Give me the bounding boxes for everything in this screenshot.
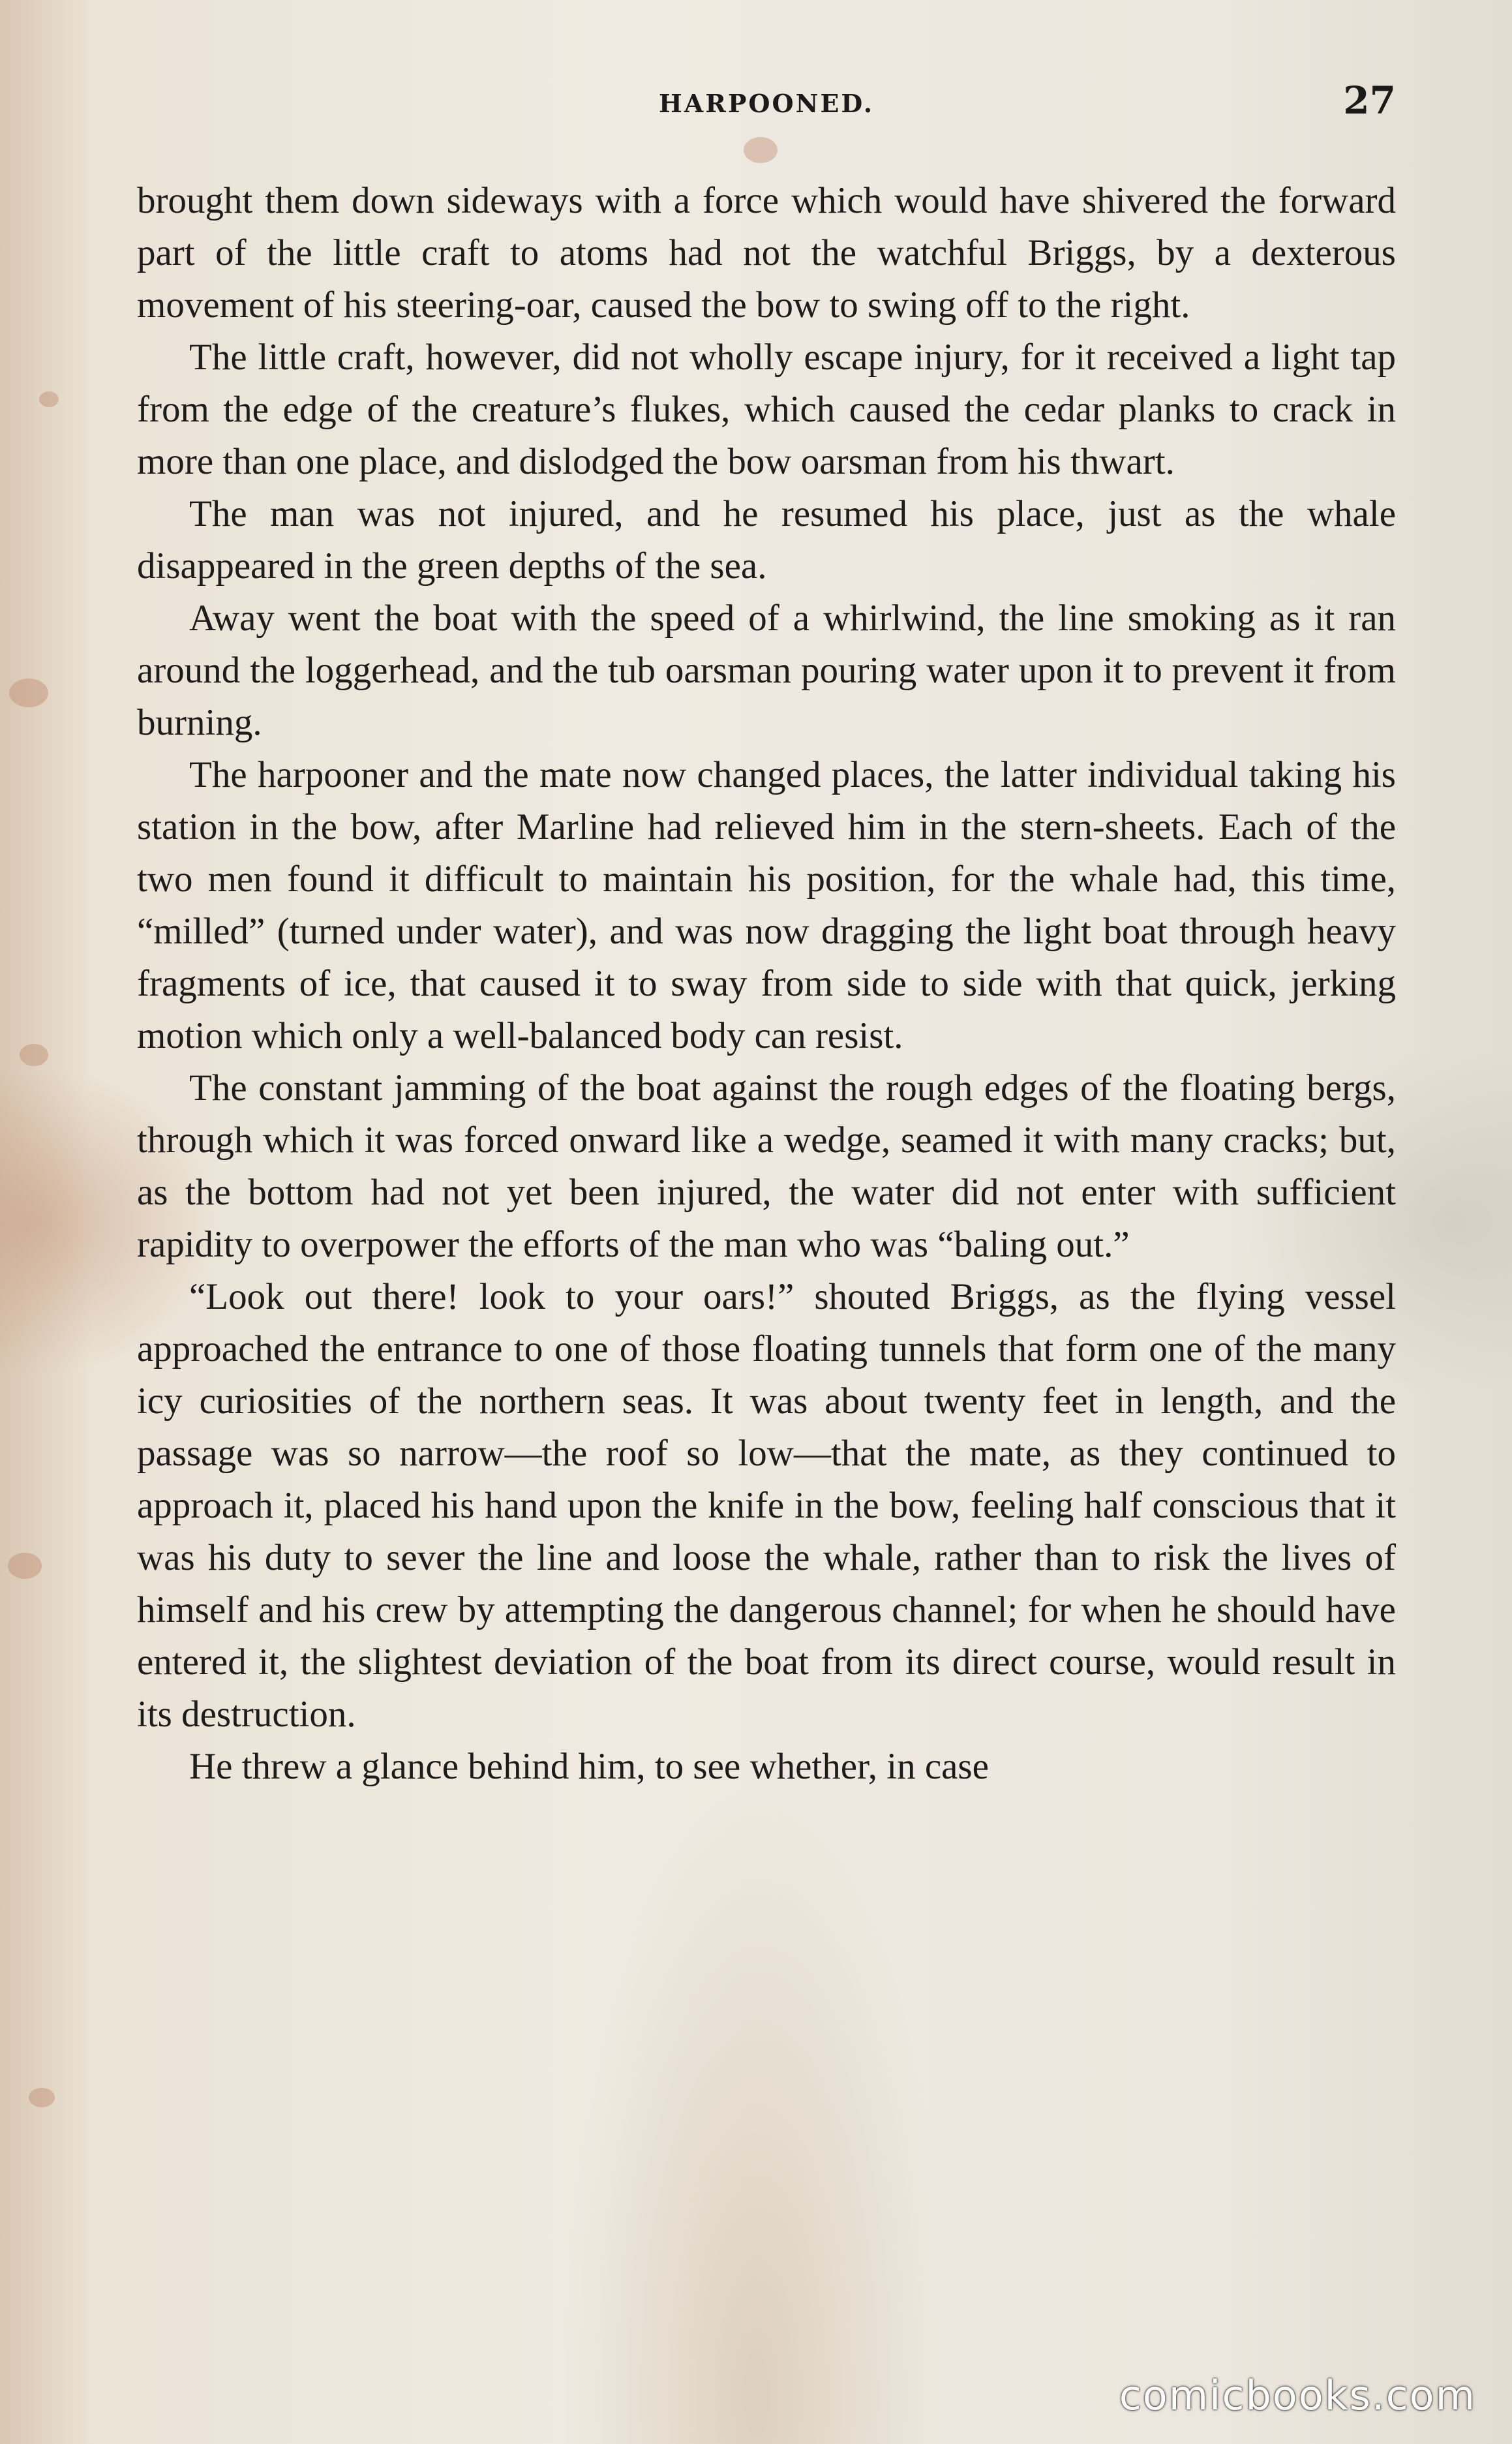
foxing-spot xyxy=(39,391,59,407)
body-text xyxy=(137,175,1396,1793)
paragraph: Away went the boat with the speed of a whirlwind, the line smoking as it ran around the loggerhead, and the tub oarsman pouring water upon it to prevent it from burning. xyxy=(137,598,1396,743)
foxing-spot xyxy=(8,1553,42,1579)
paragraph: brought them down sideways with a force which would have shivered the forward part of the little craft to atoms had not the watchful Briggs, by a dexterous movement of his steering-oar, caused the bow to swing off to the right. xyxy=(137,180,1396,326)
paragraph: The harpooner and the mate now changed places, the latter individual taking his station in the bow, after Marline had relieved him in the stern-sheets. Each of the two men found it difficult to maintain his position, for the whale had, this time, “milled” (turned under water), and was now dragging the light boat through heavy fragments of ice, that caused it to sway from side to side with that quick, jerking motion which only a well-balanced body can resist. xyxy=(137,754,1396,1056)
paragraph: The man was not injured, and he resumed his place, just as the whale disappeared in the green depths of the sea. xyxy=(137,493,1396,587)
foxing-spot xyxy=(20,1044,48,1066)
watermark: comicbooks.com xyxy=(1119,2372,1476,2419)
paragraph: The constant jamming of the boat against the rough edges of the floating bergs, through which it was forced onward like a wedge, seamed it with many cracks; but, as the bottom had not yet been injured, the water did not enter with sufficient rapidity to overpower the efforts of the man who was “baling out.” xyxy=(137,1067,1396,1265)
paragraph: He threw a glance behind him, to see whether, in case xyxy=(189,1746,989,1787)
paragraph: The little craft, however, did not wholly escape injury, for it received a light tap from the edge of the creature’s flukes, which caused the cedar planks to crack in more than one place, and dislodged the bow oarsman from his thwart. xyxy=(137,337,1396,482)
page-number: 27 xyxy=(1343,78,1396,123)
paragraph: “Look out there! look to your oars!” shouted Briggs, as the flying vessel approached the entrance to one of those floating tunnels that form one of the many icy curiosities of the northern seas. It was about twenty feet in length, and the passage was so narrow—the roof so low—that the mate, as they continued to approach it, placed his hand upon the knife in the bow, feeling half conscious that it was his duty to sever the line and loose the whale, rather than to risk the lives of himself and his crew by attempting the dangerous channel; for when he should have entered it, the slightest deviation of the boat from its direct course, would result in its destruction. xyxy=(137,1276,1396,1735)
foxing-spot xyxy=(9,679,48,707)
running-head: HARPOONED. xyxy=(658,89,875,118)
page-header xyxy=(137,78,1396,130)
foxing-spot xyxy=(744,137,778,163)
foxing-spot xyxy=(29,2088,55,2107)
